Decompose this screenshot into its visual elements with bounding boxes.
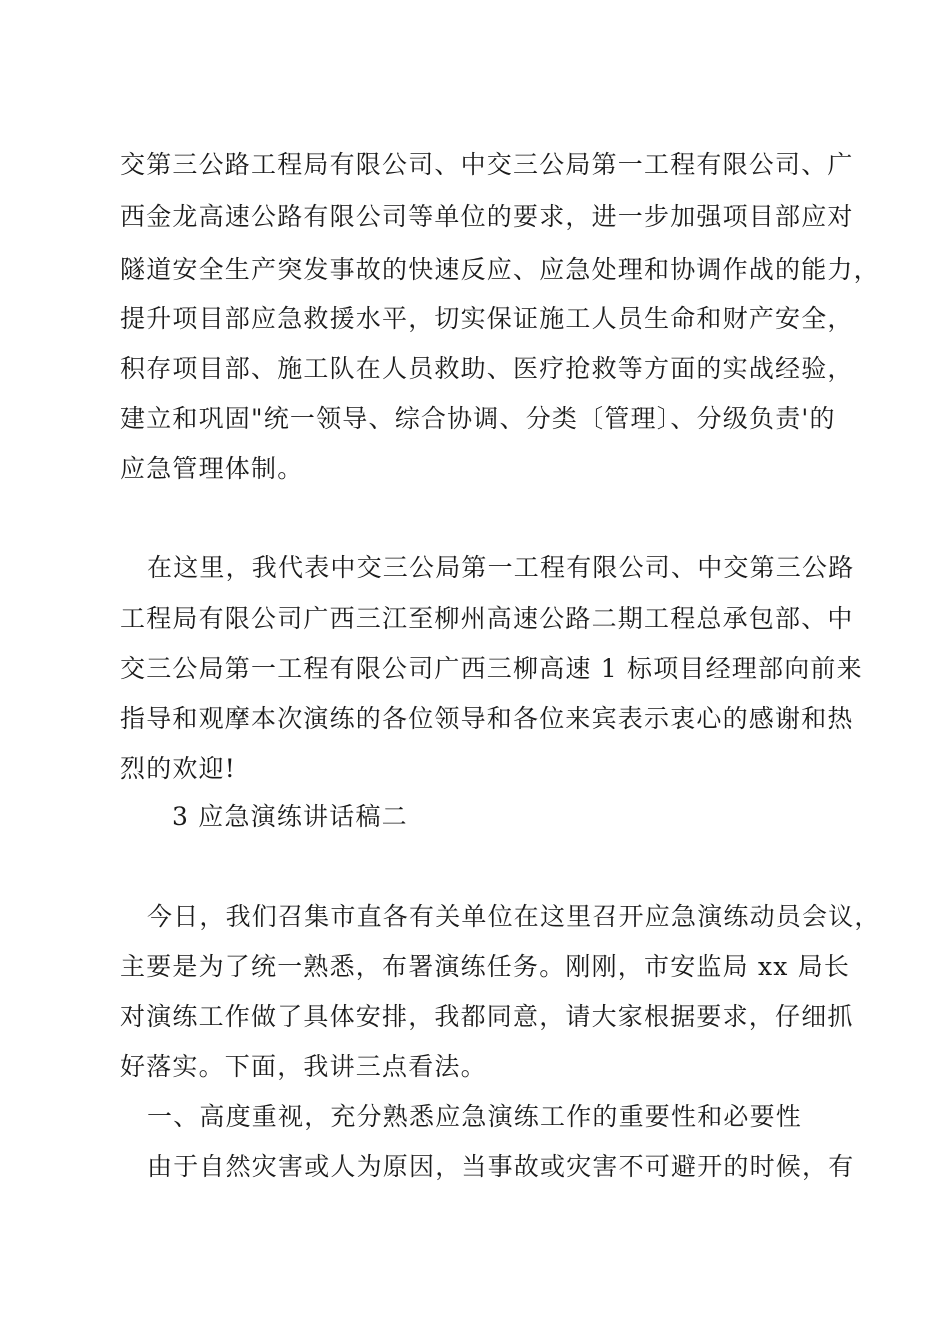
paragraph-line: 应急管理体制。 xyxy=(120,454,304,483)
paragraph-line: 提升项目部应急救援水平，切实保证施工人员生命和财产安全， xyxy=(120,304,854,333)
paragraph-line: 在这里，我代表中交三公局第一工程有限公司、中交第三公路 xyxy=(147,553,855,582)
paragraph-line: 好落实。下面，我讲三点看法。 xyxy=(120,1052,487,1081)
paragraph-line: 今日，我们召集市直各有关单位在这里召开应急演练动员会议， xyxy=(147,902,881,931)
paragraph-line: 对演练工作做了具体安排，我都同意，请大家根据要求，仔细抓 xyxy=(120,1002,854,1031)
paragraph-line: 隧道安全生产突发事故的快速反应、应急处理和协调作战的能力， xyxy=(120,255,880,284)
paragraph-line: 西金龙高速公路有限公司等单位的要求，进一步加强项目部应对 xyxy=(120,202,854,231)
paragraph-line: 交三公局第一工程有限公司广西三柳高速 1 标项目经理部向前来 xyxy=(120,654,863,683)
paragraph-line: 主要是为了统一熟悉，布署演练任务。刚刚，市安监局 xx 局长 xyxy=(120,952,851,981)
section-heading: 一、高度重视，充分熟悉应急演练工作的重要性和必要性 xyxy=(147,1102,803,1131)
paragraph-line: 指导和观摩本次演练的各位领导和各位来宾表示衷心的感谢和热 xyxy=(120,704,854,733)
paragraph-line: 交第三公路工程局有限公司、中交三公局第一工程有限公司、广 xyxy=(120,150,854,179)
paragraph-line: 烈的欢迎! xyxy=(120,754,237,783)
paragraph-line: 建立和巩固"统一领导、综合协调、分类〔管理〕、分级负责'的 xyxy=(120,404,836,433)
section-title: 3 应急演练讲话稿二 xyxy=(172,802,408,831)
paragraph-line: 工程局有限公司广西三江至柳州高速公路二期工程总承包部、中 xyxy=(120,604,854,633)
paragraph-line: 积存项目部、施工队在人员救助、医疗抢救等方面的实战经验， xyxy=(120,354,854,383)
paragraph-line: 由于自然灾害或人为原因，当事故或灾害不可避开的时候，有 xyxy=(147,1152,855,1181)
